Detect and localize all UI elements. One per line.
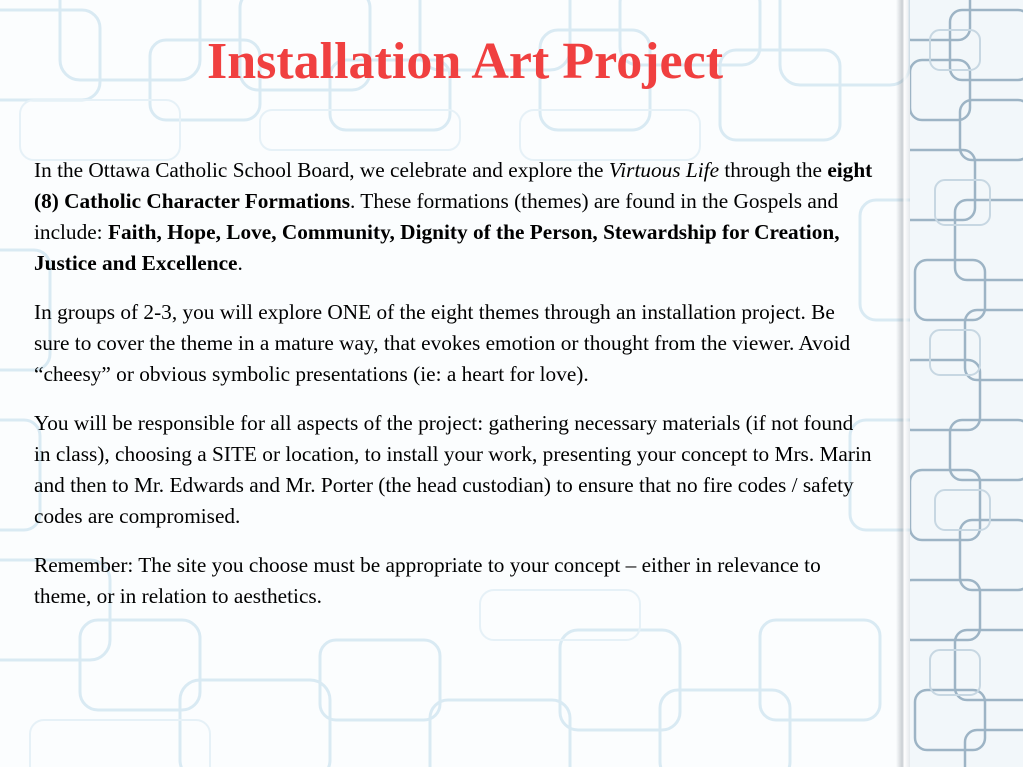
text-run: Remember: The site you choose must be appropriate to your concept – either in relevance to theme, or in relation to aesthetics.	[34, 553, 821, 608]
text-run: . These formations (themes) are found in the Gospels and include:	[34, 189, 839, 244]
slide-title: Installation Art Project	[206, 33, 724, 90]
text-run: through the	[719, 158, 828, 182]
paragraph-remember	[34, 550, 874, 612]
text-run: .	[237, 251, 243, 275]
text-run-italic: Virtuous Life	[608, 158, 720, 182]
paragraph-responsibilities	[34, 408, 874, 532]
text-run-bold: Faith, Hope, Love, Community, Dignity of the Person, Stewardship for Creation, Justice and Excellence	[34, 220, 840, 275]
paragraph-groups	[34, 297, 874, 390]
slide-body	[34, 155, 874, 630]
text-run: In the Ottawa Catholic School Board, we celebrate and explore the	[34, 158, 609, 182]
right-pattern-strip	[910, 0, 1023, 767]
text-run-bold: eight (8) Catholic Character Formations	[34, 158, 873, 213]
text-run: You will be responsible for all aspects of the project: gathering necessary materials (if not found in class), choosing a SITE or location, to install your work, presenting your concept to Mrs. Marin and then to Mr. Edwards and Mr. Porter (the head custodian) to ensure that no fire codes / safety codes are compromised.	[34, 411, 872, 528]
text-run: In groups of 2-3, you will explore ONE of the eight themes through an installation project. Be sure to cover the theme in a mature way, that evokes emotion or thought from the viewer. Avoid “cheesy” or obvious symbolic presentations (ie: a heart for love).	[34, 300, 851, 386]
paragraph-formations	[34, 155, 874, 279]
page-curl-shadow	[896, 0, 910, 767]
